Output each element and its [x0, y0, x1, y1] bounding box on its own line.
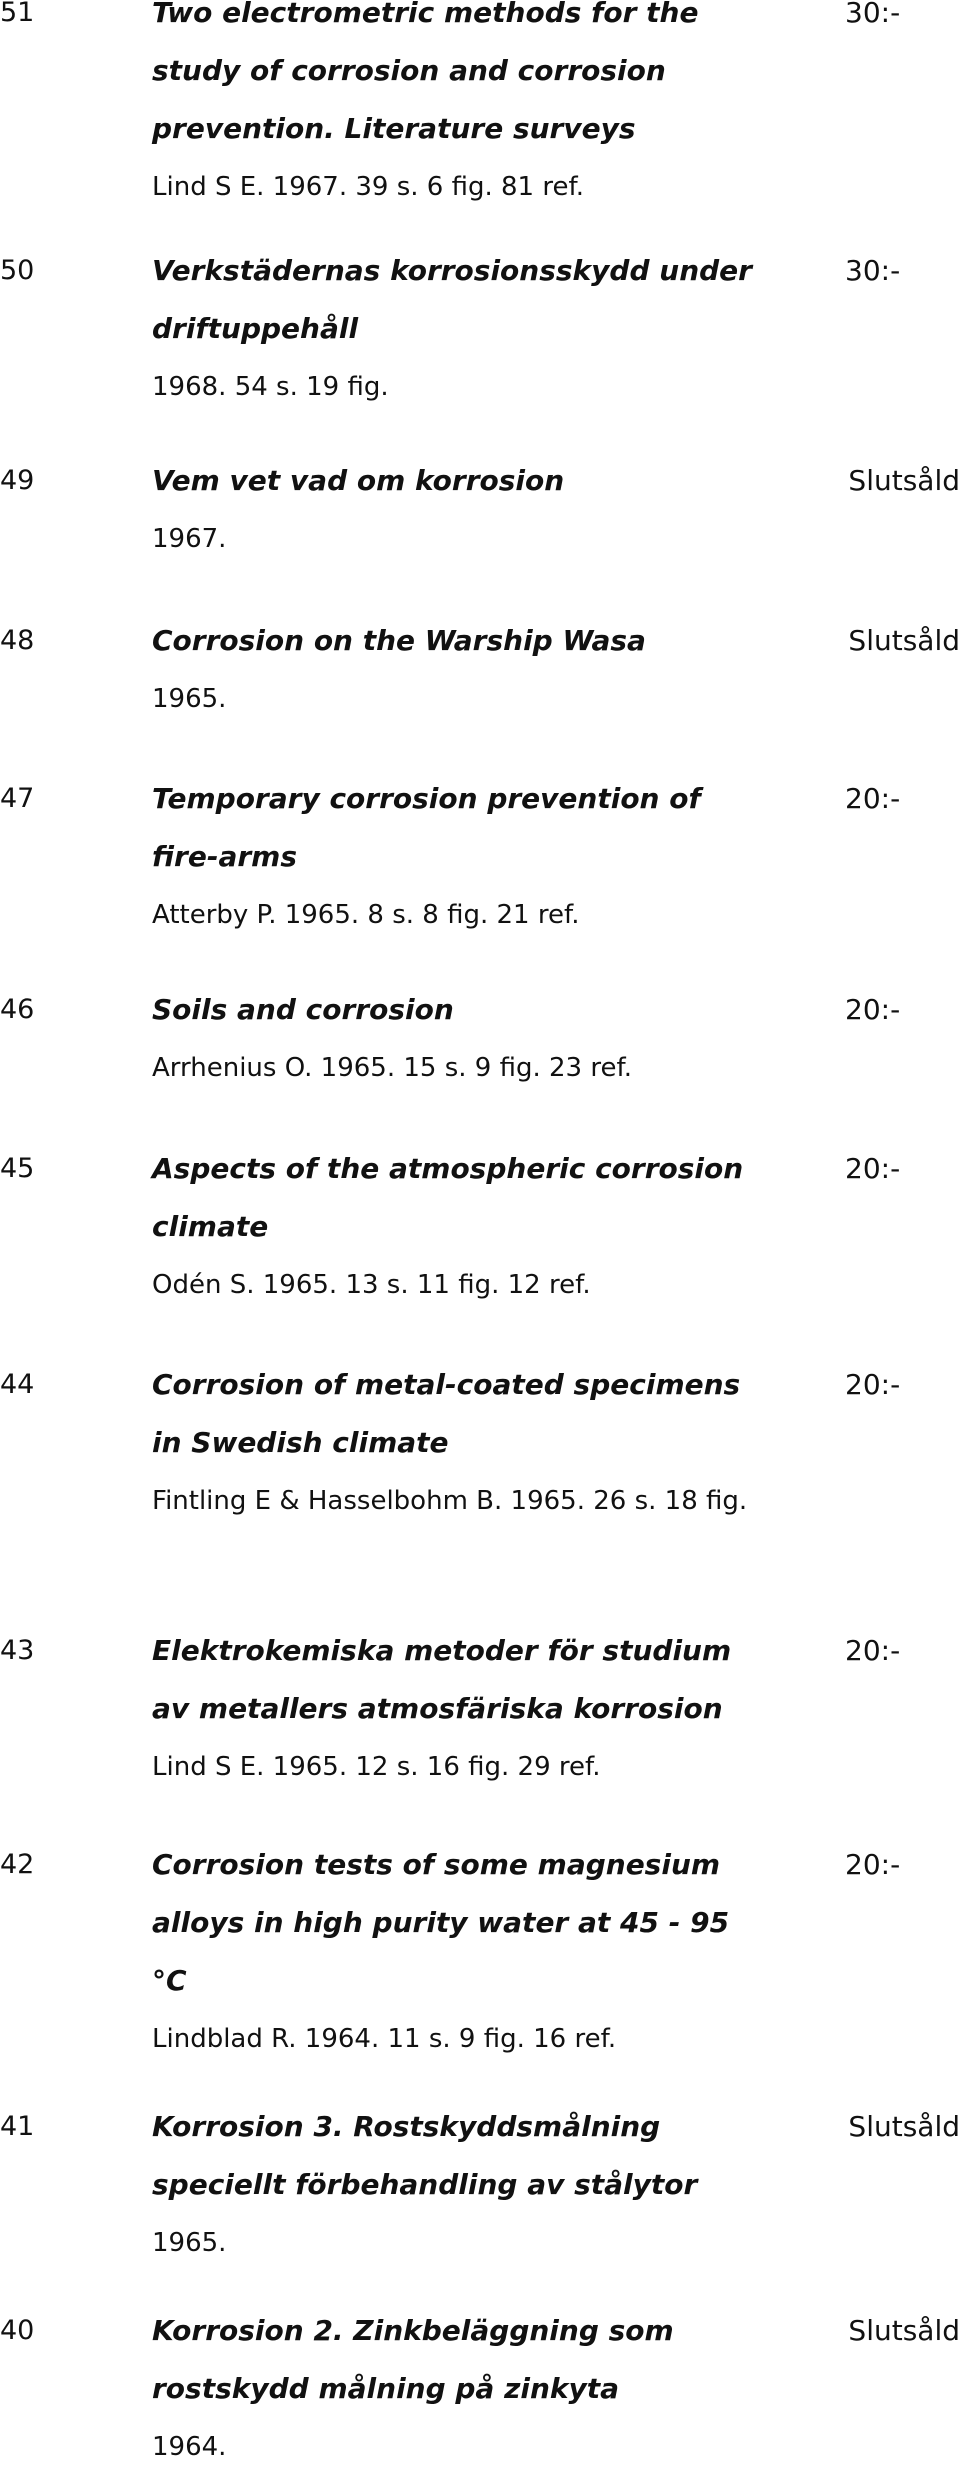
entry-number: 49	[0, 465, 35, 496]
entry-price: 20:-	[845, 782, 901, 815]
entry-body	[152, 612, 772, 728]
entry-number: 46	[0, 994, 35, 1025]
entry-title: Korrosion 3. Rostskyddsmålning speciellt förbehandling av stålytor	[152, 2110, 698, 2201]
entry-details: 1965.	[152, 684, 227, 714]
entry-price: 20:-	[845, 1634, 901, 1667]
entry-number: 44	[0, 1369, 35, 1400]
entry-price: 30:-	[845, 0, 901, 29]
entry-details: 1965.	[152, 2228, 227, 2258]
entry-price: Slutsåld	[848, 2110, 960, 2143]
entry-title: Two electrometric methods for the study of corrosion and corrosion prevention. Literature surveys	[152, 0, 699, 145]
entry-details: Atterby P. 1965. 8 s. 8 fig. 21 ref.	[152, 900, 580, 930]
entry-body	[152, 2302, 772, 2476]
entry-number: 51	[0, 0, 35, 28]
entry-details: Lind S E. 1965. 12 s. 16 fig. 29 ref.	[152, 1752, 601, 1782]
entry-body	[152, 1356, 772, 1530]
entry-body	[152, 981, 772, 1097]
entry-title: Verkstädernas korrosionsskydd under driftuppehåll	[152, 254, 752, 345]
entry-number: 47	[0, 783, 35, 814]
entry-number: 48	[0, 625, 35, 656]
entry-number: 45	[0, 1153, 35, 1184]
entry-body	[152, 1836, 772, 2068]
entry-price: 20:-	[845, 993, 901, 1026]
entry-number: 43	[0, 1635, 35, 1666]
entry-title: Elektrokemiska metoder för studium av metallers atmosfäriska korrosion	[152, 1634, 732, 1725]
entry-details: 1964.	[152, 2432, 227, 2462]
entry-price: 20:-	[845, 1848, 901, 1881]
entry-title: Vem vet vad om korrosion	[152, 464, 565, 497]
entry-price: Slutsåld	[848, 624, 960, 657]
entry-title: Corrosion tests of some magnesium alloys in high purity water at 45 - 95 °C	[152, 1848, 730, 1997]
entry-body	[152, 242, 772, 416]
entry-details: 1968. 54 s. 19 fig.	[152, 372, 389, 402]
entry-body	[152, 0, 772, 216]
entry-details: Lind S E. 1967. 39 s. 6 fig. 81 ref.	[152, 172, 585, 202]
entry-price: Slutsåld	[848, 2314, 960, 2347]
entry-details: Odén S. 1965. 13 s. 11 fig. 12 ref.	[152, 1270, 591, 1300]
entry-details: Arrhenius O. 1965. 15 s. 9 fig. 23 ref.	[152, 1053, 632, 1083]
entry-title: Korrosion 2. Zinkbeläggning som rostskydd målning på zinkyta	[152, 2314, 674, 2405]
entry-price: 20:-	[845, 1368, 901, 1401]
entry-body	[152, 1140, 772, 1314]
entry-title: Aspects of the atmospheric corrosion climate	[152, 1152, 744, 1243]
entry-details: 1967.	[152, 524, 227, 554]
entry-number: 41	[0, 2111, 35, 2142]
entry-body	[152, 452, 772, 568]
entry-title: Temporary corrosion prevention of fire-arms	[152, 782, 701, 873]
entry-body	[152, 770, 772, 944]
entry-title: Soils and corrosion	[152, 993, 454, 1026]
entry-number: 50	[0, 255, 35, 286]
entry-body	[152, 1622, 772, 1796]
entry-price: 30:-	[845, 254, 901, 287]
entry-body	[152, 2098, 772, 2272]
entry-title: Corrosion of metal-coated specimens in Swedish climate	[152, 1368, 741, 1459]
entry-details: Fintling E & Hasselbohm B. 1965. 26 s. 18 fig.	[152, 1486, 748, 1516]
entry-price: 20:-	[845, 1152, 901, 1185]
entry-title: Corrosion on the Warship Wasa	[152, 624, 646, 657]
entry-number: 40	[0, 2315, 35, 2346]
entry-details: Lindblad R. 1964. 11 s. 9 fig. 16 ref.	[152, 2024, 617, 2054]
entry-price: Slutsåld	[848, 464, 960, 497]
entry-number: 42	[0, 1849, 35, 1880]
